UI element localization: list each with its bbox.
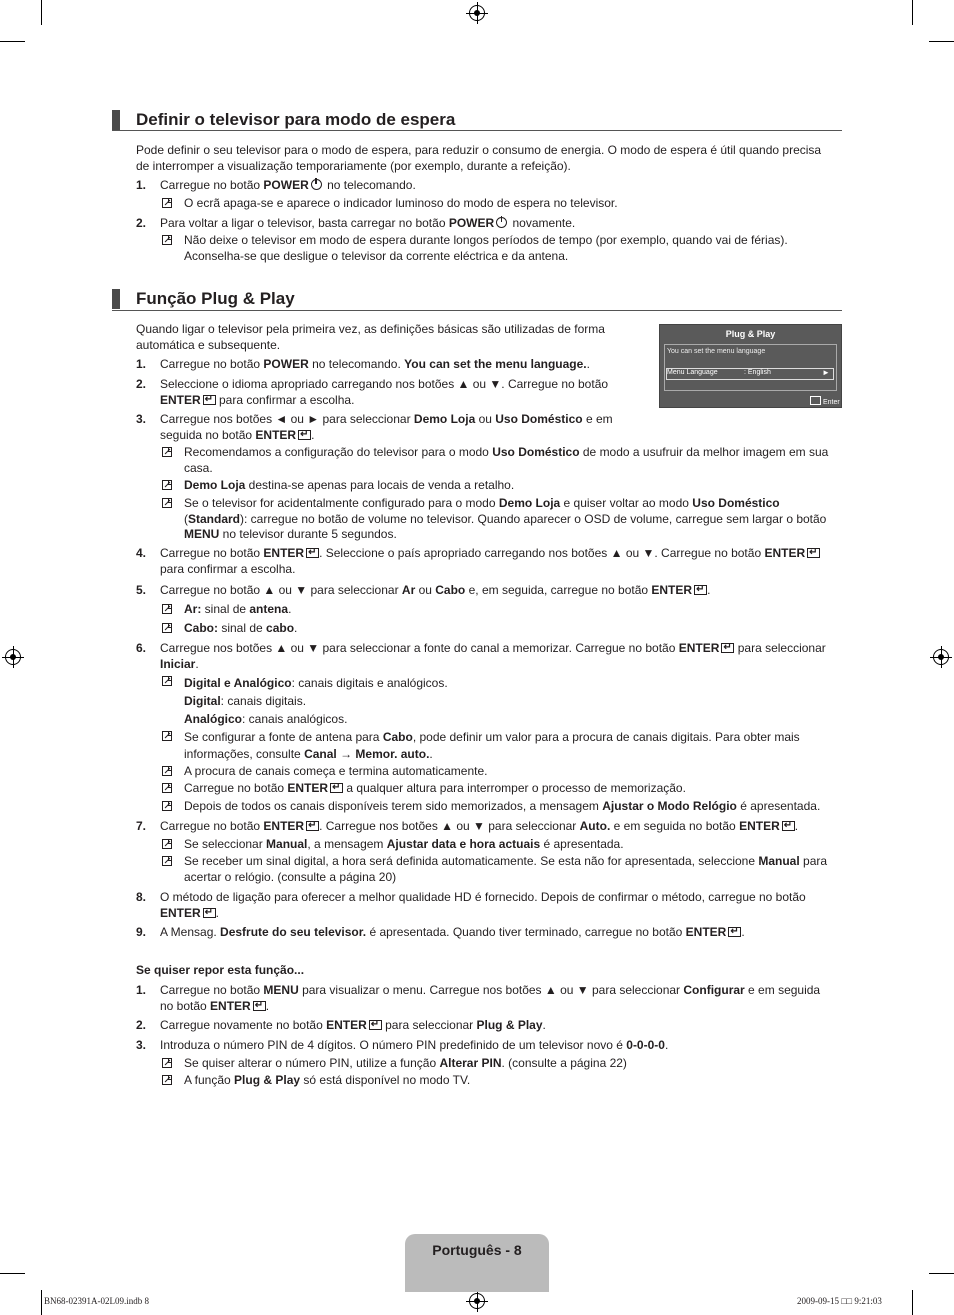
note-icon	[162, 1058, 172, 1068]
page-number: Português - 8	[432, 1242, 522, 1258]
enter-icon	[203, 908, 216, 918]
note-icon	[162, 235, 172, 245]
step-number: 7.	[136, 819, 147, 833]
step-text: Carregue no botão POWER no telecomando.	[160, 178, 416, 192]
note-text: Carregue no botão ENTER↵ a qualquer altura para interromper o processo de memorização.	[184, 781, 686, 797]
step-text: Carregue nos botões ◄ ou ► para seleccionar Demo Loja ou Uso Doméstico e em seguida no botão ENTER↵ .	[160, 412, 613, 443]
osd-row-label: Menu Language	[667, 369, 718, 376]
arrow-right-icon: ►	[822, 368, 830, 377]
step-number: 3.	[136, 1038, 147, 1052]
subheading: Se quiser repor esta função...	[136, 963, 305, 977]
note-icon	[162, 198, 172, 208]
enter-icon	[306, 548, 319, 558]
note-icon	[162, 766, 172, 776]
section-rule	[112, 130, 842, 131]
step-text: Carregue no botão ENTER↵ . Seleccione o país apropriado carregando nos botões ▲ ou ▼. Carregue no botão ENTER↵ para confirmar a escolha.	[160, 546, 820, 577]
osd-message: You can set the menu language	[667, 348, 766, 355]
step-text: Carregue no botão MENU para visualizar o menu. Carregue nos botões ▲ ou ▼ para seleccionar Configurar e em seguida no botão ENTER↵ .	[160, 983, 820, 1014]
imprint-file: BN68-02391A-02L09.indb 8	[44, 1296, 149, 1306]
note-text: A procura de canais começa e termina automaticamente.	[184, 764, 488, 778]
enter-icon	[721, 643, 734, 653]
enter-icon	[694, 585, 707, 595]
note-icon	[162, 731, 172, 741]
note-icon	[162, 480, 172, 490]
step-text: Carregue no botão ENTER↵ . Carregue nos botões ▲ ou ▼ para seleccionar Auto. e em seguida no botão ENTER↵ .	[160, 819, 798, 835]
note-text: Se quiser alterar o número PIN, utilize a função Alterar PIN. (consulte a página 22)	[184, 1056, 627, 1070]
registration-mark-icon	[469, 1293, 485, 1309]
step-number: 5.	[136, 583, 147, 597]
crop-mark	[41, 0, 42, 25]
note-text: O ecrã apaga-se e aparece o indicador luminoso do modo de espera no televisor.	[184, 196, 618, 210]
imprint-date: 2009-09-15 □□ 9:21:03	[797, 1296, 882, 1306]
osd-title: Plug & Play	[725, 329, 776, 339]
crop-mark	[929, 41, 954, 42]
enter-icon	[298, 430, 311, 440]
step-number: 1.	[136, 357, 147, 371]
enter-icon	[782, 821, 795, 831]
paragraph: Pode definir o seu televisor para o modo de espera, para reduzir o consumo de energia. O modo de espera é útil quando precisa de interromper a visualização temporariamente (por exemplo, durante a refeição).	[136, 143, 822, 173]
step-text: A Mensag. Desfrute do seu televisor. é apresentada. Quando tiver terminado, carregue no botão ENTER↵ .	[160, 925, 745, 941]
enter-icon	[728, 927, 741, 937]
section-rule	[112, 310, 842, 311]
enter-icon	[330, 783, 343, 793]
note-icon	[162, 839, 172, 849]
osd-screen	[659, 324, 842, 408]
step-number: 3.	[136, 412, 147, 426]
section-title-plug-play: Função Plug & Play	[136, 289, 295, 308]
paragraph: Quando ligar o televisor pela primeira vez, as definições básicas são utilizadas de forma automática e subsequente.	[136, 322, 605, 352]
registration-mark-icon	[5, 649, 21, 665]
registration-mark-icon	[469, 5, 485, 21]
note-text: Ar: sinal de antena.	[184, 602, 292, 616]
crop-mark	[0, 41, 25, 42]
enter-icon	[810, 396, 821, 405]
step-text: O método de ligação para oferecer a melhor qualidade HD é fornecido. Depois de confirmar o método, carregue no botão ENTER↵ .	[160, 890, 806, 921]
osd-enter-hint: Enter	[810, 396, 840, 406]
section-title-standby: Definir o televisor para modo de espera	[136, 110, 456, 129]
note-text: Se receber um sinal digital, a hora será definida automaticamente. Se esta não for apresentada, seleccione Manual para acertar o relógio. (consulte a página 20)	[184, 854, 828, 884]
step-number: 9.	[136, 925, 147, 939]
note-icon	[162, 447, 172, 457]
enter-icon	[253, 1001, 266, 1011]
crop-mark	[912, 0, 913, 25]
step-number: 2.	[136, 1018, 147, 1032]
enter-icon	[807, 548, 820, 558]
step-number: 1.	[136, 983, 147, 997]
note-text: Não deixe o televisor em modo de espera durante longos períodos de tempo (por exemplo, quando vai de férias). Aconselha-se que desligue o televisor da corrente eléctrica e da antena.	[184, 233, 788, 263]
note-text: Cabo: sinal de cabo.	[184, 621, 298, 635]
step-number: 4.	[136, 546, 147, 560]
note-text: Se o televisor for acidentalmente configurado para o modo Demo Loja e quiser voltar ao modo Uso Doméstico (Standard): carregue no botão de volume no televisor. Quando aparecer o OSD de volume, carregue sem largar o botão MENU no televisor durante 5 segundos.	[184, 496, 827, 541]
note-text: Digital e Analógico: canais digitais e analógicos. Digital: canais digitais. Analógico: canais analógicos.	[184, 676, 448, 726]
crop-mark	[912, 1290, 913, 1315]
section-bar	[112, 289, 120, 309]
note-icon	[162, 801, 172, 811]
crop-mark	[41, 1290, 42, 1315]
note-text: Demo Loja destina-se apenas para locais de venda a retalho.	[184, 478, 515, 492]
enter-icon	[306, 821, 319, 831]
note-icon	[162, 676, 172, 686]
osd-row-value: : English	[744, 369, 771, 376]
power-icon	[496, 217, 507, 228]
step-text: Carregue no botão POWER no telecomando. You can set the menu language..	[160, 357, 590, 371]
crop-mark	[0, 1273, 25, 1274]
step-text: Para voltar a ligar o televisor, basta carregar no botão POWER novamente.	[160, 216, 576, 230]
note-text: Se seleccionar Manual, a mensagem Ajustar data e hora actuais é apresentada.	[184, 837, 624, 851]
enter-icon	[369, 1020, 382, 1030]
step-text: Seleccione o idioma apropriado carregando nos botões ▲ ou ▼. Carregue no botão ENTER↵ para confirmar a escolha.	[160, 377, 608, 408]
note-icon	[162, 856, 172, 866]
step-number: 2.	[136, 216, 147, 230]
note-icon	[162, 498, 172, 508]
note-icon	[162, 783, 172, 793]
registration-mark-icon	[933, 649, 949, 665]
step-text: Carregue no botão ▲ ou ▼ para seleccionar Ar ou Cabo e, em seguida, carregue no botão ENTER↵ .	[160, 583, 710, 599]
note-text: Depois de todos os canais disponíveis terem sido memorizados, a mensagem Ajustar o Modo Relógio é apresentada.	[184, 799, 821, 813]
step-number: 1.	[136, 178, 147, 192]
note-text: Se configurar a fonte de antena para Cabo, pode definir um valor para a procura de canais digitais. Para obter mais informações, consulte Canal → Memor. auto..	[184, 730, 800, 761]
note-icon	[162, 1075, 172, 1085]
step-text: Carregue novamente no botão ENTER↵ para seleccionar Plug & Play.	[160, 1018, 546, 1034]
step-text: Introduza o número PIN de 4 dígitos. O número PIN predefinido de um televisor novo é 0-0-0-0.	[160, 1038, 669, 1052]
step-number: 2.	[136, 377, 147, 391]
note-text: A função Plug & Play só está disponível no modo TV.	[184, 1073, 471, 1087]
step-number: 8.	[136, 890, 147, 904]
step-text: Carregue nos botões ▲ ou ▼ para seleccionar a fonte do canal a memorizar. Carregue no botão ENTER↵ para seleccionar Iniciar.	[160, 641, 826, 672]
note-icon	[162, 623, 172, 633]
note-icon	[162, 604, 172, 614]
crop-mark	[929, 1273, 954, 1274]
power-icon	[311, 179, 322, 190]
note-text: Recomendamos a configuração do televisor para o modo Uso Doméstico de modo a usufruir da melhor imagem em sua casa.	[184, 445, 829, 475]
section-bar	[112, 110, 120, 130]
step-number: 6.	[136, 641, 147, 655]
enter-icon	[203, 395, 216, 405]
